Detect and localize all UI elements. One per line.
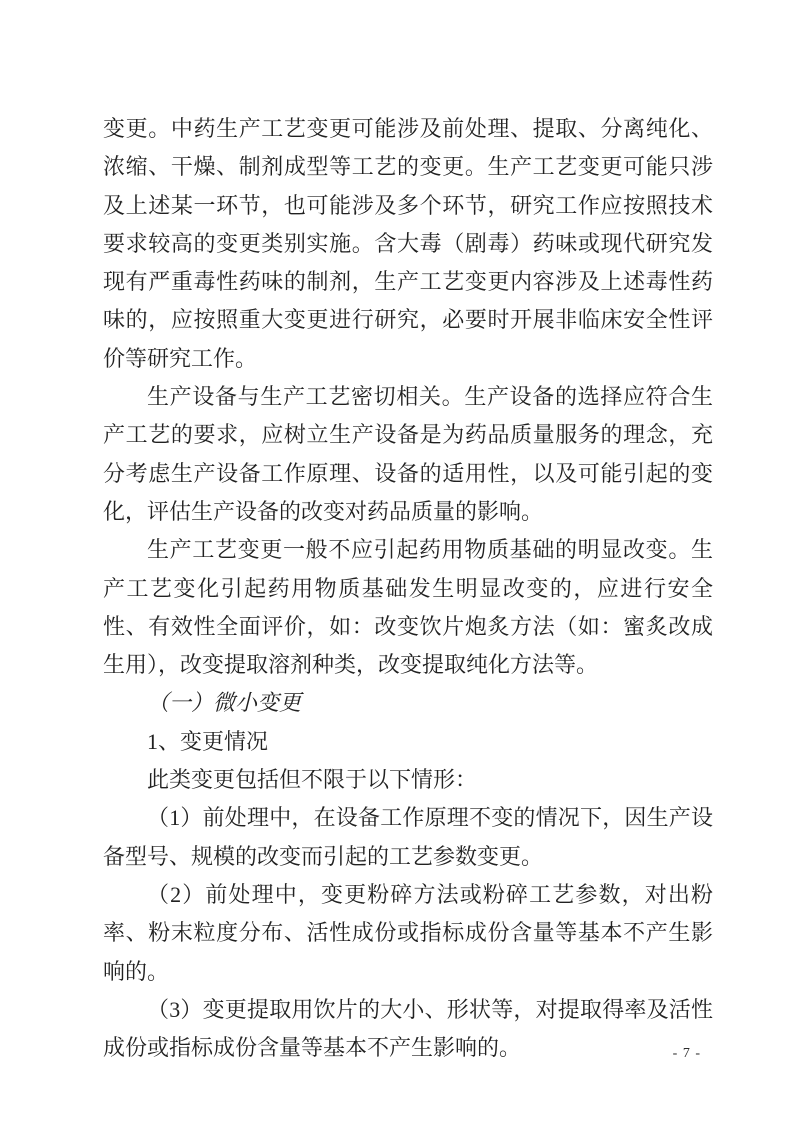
paragraph: 此类变更包括但不限于以下情形： [147, 767, 478, 793]
paragraph: 1、变更情况 [147, 728, 269, 754]
paragraph: （1）前处理中，在设备工作原理不变的情况下，因生产设备型号、规模的改变而引起的工艺参数变更。 [103, 805, 713, 869]
paragraph: （2）前处理中，变更粉碎方法或粉碎工艺参数，对出粉率、粉末粒度分布、活性成份或指标成份含量等基本不产生影响的。 [103, 881, 713, 984]
document-body [103, 110, 713, 1067]
paragraph: 生产设备与生产工艺密切相关。生产设备的选择应符合生产工艺的要求，应树立生产设备是为药品质量服务的理念，充分考虑生产设备工作原理、设备的适用性，以及可能引起的变化，评估生产设备的改变对药品质量的影响。 [103, 384, 713, 524]
paragraph: 变更。中药生产工艺变更可能涉及前处理、提取、分离纯化、浓缩、干燥、制剂成型等工艺的变更。生产工艺变更可能只涉及上述某一环节，也可能涉及多个环节，研究工作应按照技术要求较高的变更类别实施。含大毒（剧毒）药味或现代研究发现有严重毒性药味的制剂，生产工艺变更内容涉及上述毒性药味的，应按照重大变更进行研究，必要时开展非临床安全性评价等研究工作。 [103, 116, 713, 371]
paragraph: （3）变更提取用饮片的大小、形状等，对提取得率及活性成份或指标成份含量等基本不产生影响的。 [103, 996, 713, 1061]
paragraph: 生产工艺变更一般不应引起药用物质基础的明显改变。生产工艺变化引起药用物质基础发生明显改变的，应进行安全性、有效性全面评价，如：改变饮片炮炙方法（如：蜜炙改成生用），改变提取溶剂种类，改变提取纯化方法等。 [103, 537, 713, 678]
section-heading: （一）微小变更 [147, 690, 302, 716]
page-number: - 7 - [672, 1046, 701, 1061]
